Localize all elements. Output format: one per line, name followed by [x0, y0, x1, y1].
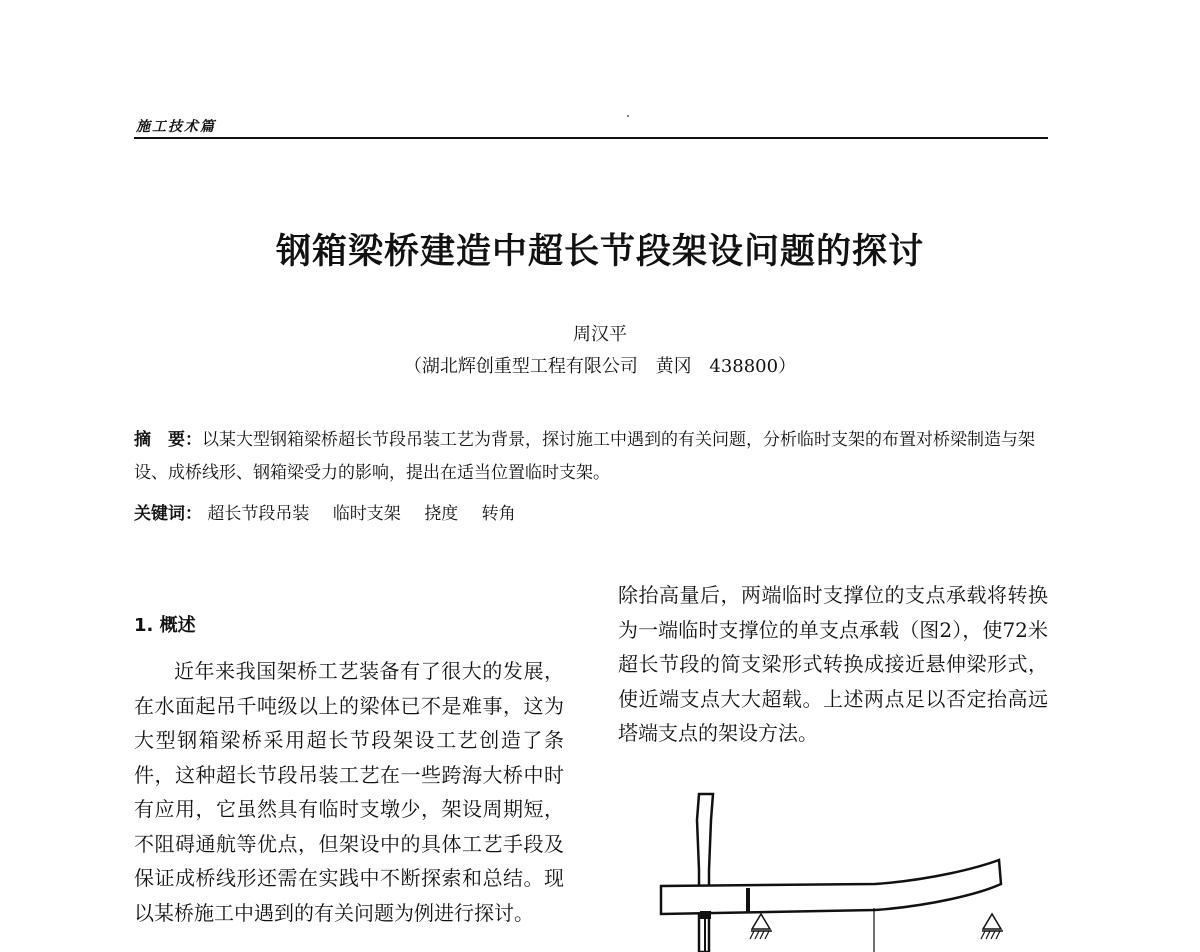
right-support-symbol	[981, 914, 1003, 939]
bridge-segment-support-diagram	[655, 790, 1025, 952]
affiliation-postcode: 438800）	[709, 356, 797, 377]
affiliation-company: （湖北辉创重型工程有限公司	[403, 356, 638, 377]
article-title: 钢箱梁桥建造中超长节段架设问题的探讨	[275, 231, 924, 272]
beam-segment	[661, 860, 1001, 914]
left-support-symbol	[750, 914, 772, 939]
abstract-text: 以某大型钢箱梁桥超长节段吊装工艺为背景，探讨施工中遇到的有关问题，分析临时支架的布置对桥梁制造与架设、成桥线形、钢箱梁受力的影响，提出在适当位置临时支架。	[134, 430, 1035, 483]
near-tower-bearing	[700, 911, 711, 919]
keyword-item: 临时支架	[332, 504, 401, 524]
abstract-label: 摘 要：	[134, 430, 202, 450]
right-column-text: 除抬高量后，两端临时支撑位的支点承载将转换为一端临时支撑位的单支点承载（图2），使72米超长节段的简支梁形式转换成接近悬伸梁形式，使近端支点大大超载。上述两点足以否定抬高远塔端支点的架设方法。	[618, 583, 1048, 745]
affiliation-city: 黄冈	[655, 356, 692, 377]
header-rule	[134, 137, 1048, 139]
author-affiliation	[0, 352, 1200, 378]
section-body-text: 近年来我国架桥工艺装备有了很大的发展，在水面起吊千吨级以上的梁体已不是难事，这为大型钢箱梁桥采用超长节段架设工艺创造了条件，这种超长节段吊装工艺在一些跨海大桥中时有应用，它虽然具有临时支墩少，架设周期短，不阻碍通航等优点，但架设中的具体工艺手段及保证成桥线形还需在实践中不断探索和总结。现以某桥施工中遇到的有关问题为例进行探讨。	[134, 659, 564, 925]
keywords-block	[134, 502, 1049, 526]
keyword-item: 转角	[481, 504, 516, 524]
section-heading: 1. 概述	[134, 615, 196, 636]
keyword-item: 挠度	[424, 504, 459, 524]
section-tag: 施工技术篇	[136, 119, 216, 135]
bridge-diagram-svg	[655, 790, 1025, 952]
abstract-block	[134, 424, 1049, 490]
scan-dot	[627, 115, 629, 117]
keyword-item: 超长节段吊装	[207, 504, 310, 524]
keywords-label: 关键词：	[134, 504, 202, 524]
author-name: 周汉平	[573, 324, 627, 345]
